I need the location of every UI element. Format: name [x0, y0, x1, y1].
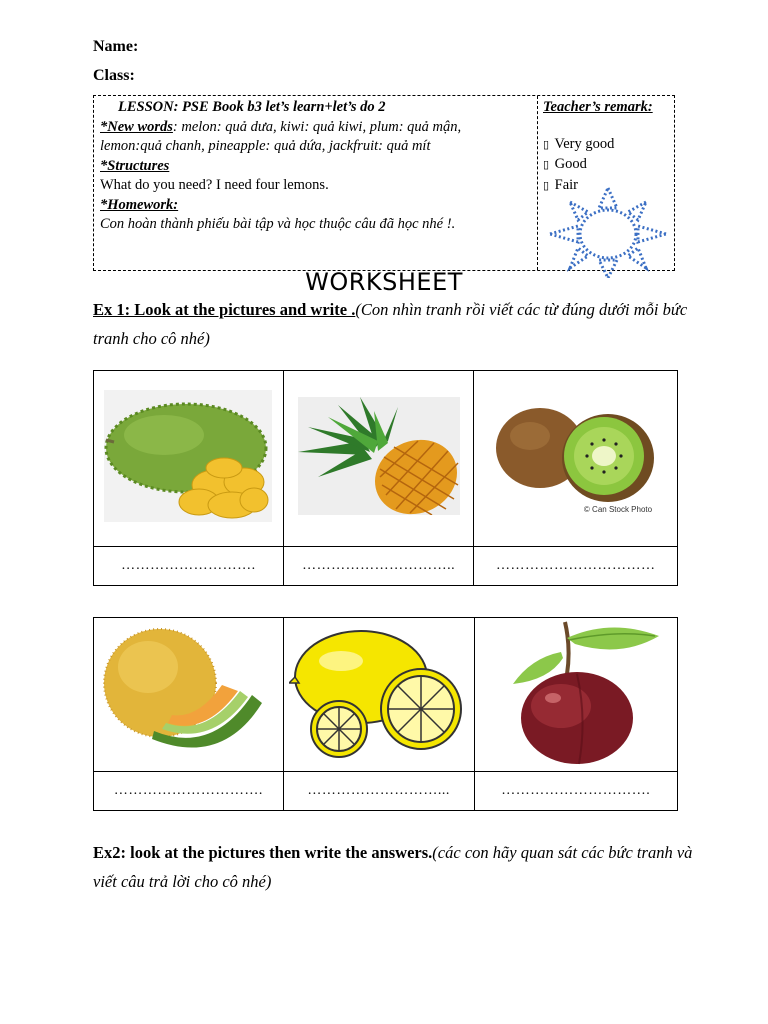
checkbox-icon: ▯ — [543, 159, 550, 171]
melon-image — [94, 618, 284, 772]
answer-blank-kiwi[interactable]: …………………………… — [474, 547, 678, 586]
remark-option-very-good[interactable]: ▯ Very good — [543, 135, 669, 156]
ex2-heading — [93, 838, 693, 896]
fruit-grid-2 — [93, 617, 678, 811]
structures-label: *Structures — [100, 157, 170, 174]
plum-image — [474, 618, 677, 772]
sun-icon — [548, 186, 668, 278]
homework-label: *Homework: — [100, 196, 179, 213]
lesson-box — [93, 95, 675, 271]
new-words-text-1: : melon: quả dưa, kiwi: quả kiwi, plum: quả mận, — [172, 118, 462, 135]
remark-option-good[interactable]: ▯ Good — [543, 155, 669, 176]
checkbox-icon: ▯ — [543, 138, 550, 151]
name-label: Name: — [93, 38, 139, 55]
jackfruit-image — [94, 371, 284, 547]
remark-option-fair[interactable]: ▯ Fair — [543, 176, 669, 197]
structures-text: What do you need? I need four lemons. — [100, 177, 329, 193]
new-words — [100, 118, 531, 138]
answer-blank-plum[interactable]: …………………………. — [474, 772, 677, 811]
lemon-image — [283, 618, 474, 772]
ex1-instruction: (Con nhìn tranh rồi viết các từ đúng dưới mỗi bức tranh cho cô nhé) — [93, 300, 688, 348]
pineapple-image — [283, 371, 474, 547]
fruit-grid-1 — [93, 370, 678, 586]
ex2-label: Ex2: look at the pictures then write the answers. — [93, 843, 433, 862]
answer-blank-pineapple[interactable]: ………………………….. — [283, 547, 474, 586]
teacher-remark — [538, 96, 674, 270]
worksheet-title: WORKSHEET — [305, 268, 463, 296]
lesson-info — [94, 96, 538, 270]
ex1-label: Ex 1: Look at the pictures and write . — [93, 300, 356, 319]
answer-blank-lemon[interactable]: ………………………... — [283, 772, 474, 811]
ex1-heading — [93, 295, 693, 353]
stock-credit: © Can Stock Photo — [583, 505, 652, 514]
kiwi-image — [474, 371, 678, 547]
checkbox-icon: ▯ — [543, 179, 550, 192]
answer-blank-jackfruit[interactable]: ………………………. — [94, 547, 284, 586]
answer-blank-melon[interactable]: …………………………. — [94, 772, 284, 811]
homework-text: Con hoàn thành phiếu bài tập và học thuộc câu đã học nhé !. — [100, 216, 456, 232]
remark-title: Teacher’s remark: — [543, 99, 653, 115]
new-words-text-2: lemon:quả chanh, pineapple: quả dứa, jackfruit: quả mít — [100, 138, 431, 154]
lesson-title: LESSON: PSE Book b3 let’s learn+let’s do 2 — [118, 99, 386, 115]
new-words-label: *New words — [100, 118, 173, 135]
ex2-instruction: (các con hãy quan sát các bức tranh và viết câu trả lời cho cô nhé) — [93, 843, 693, 891]
class-label: Class: — [93, 67, 135, 84]
